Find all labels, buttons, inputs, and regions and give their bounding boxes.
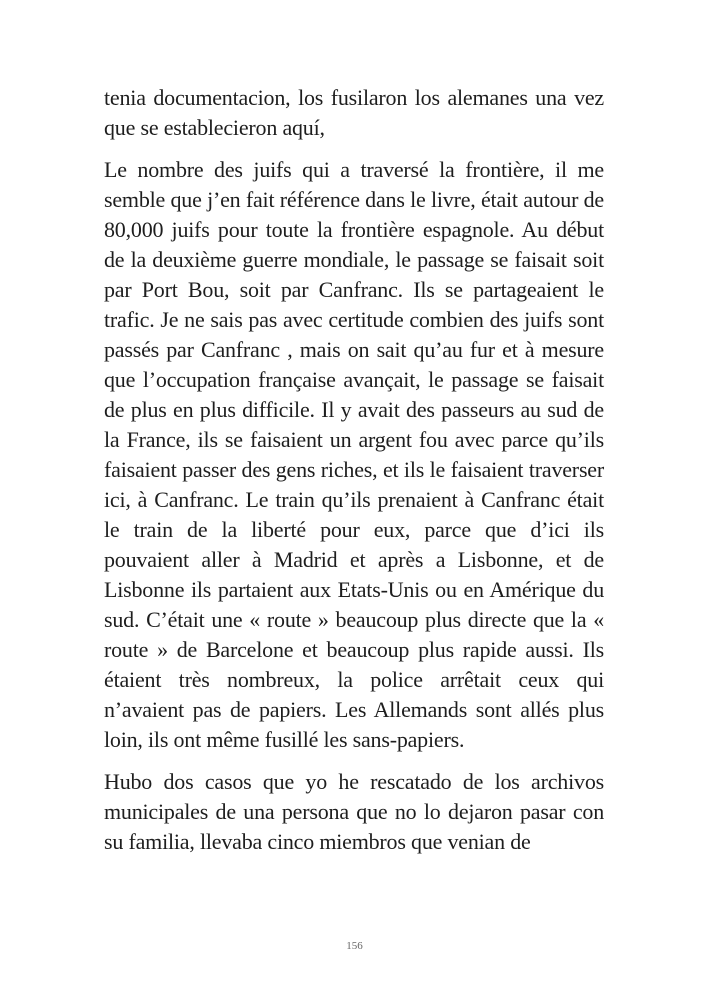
page-body [104, 83, 604, 869]
paragraph-3: Hubo dos casos que yo he rescatado de los archivos municipales de una persona que no lo dejaron pasar con su familia, llevaba cinco miembros que venian de [104, 769, 604, 854]
page-number: 156 [346, 940, 363, 952]
paragraph-2: Le nombre des juifs qui a traversé la frontière, il me semble que j’en fait référence dans le livre, était autour de 80,000 juifs pour toute la frontière espagnole. Au début de la deuxième guerre mondiale, le passage se faisait soit par Port Bou, soit par Canfranc. Ils se partageaient le trafic. Je ne sais pas avec certitude combien des juifs sont passés par Canfranc , mais on sait qu’au fur et à mesure que l’occupation française avançait, le passage se faisait de plus en plus difficile. Il y avait des passeurs au sud de la France, ils se faisaient un argent fou avec parce qu’ils faisaient passer des gens riches, et ils le faisaient traverser ici, à Canfranc. Le train qu’ils prenaient à Canfranc était le train de la liberté pour eux, parce que d’ici ils pouvaient aller à Madrid et après a Lisbonne, et de Lisbonne ils partaient aux Etats-Unis ou en Amérique du sud. C’était une « route » beaucoup plus directe que la « route » de Barcelone et beaucoup plus rapide aussi. Ils étaient très nombreux, la police arrêtait ceux qui n’avaient pas de papiers. Les Allemands sont allés plus loin, ils ont même fusillé les sans-papiers. [104, 157, 604, 752]
paragraph-1: tenia documentacion, los fusilaron los alemanes una vez que se establecieron aquí, [104, 85, 604, 140]
